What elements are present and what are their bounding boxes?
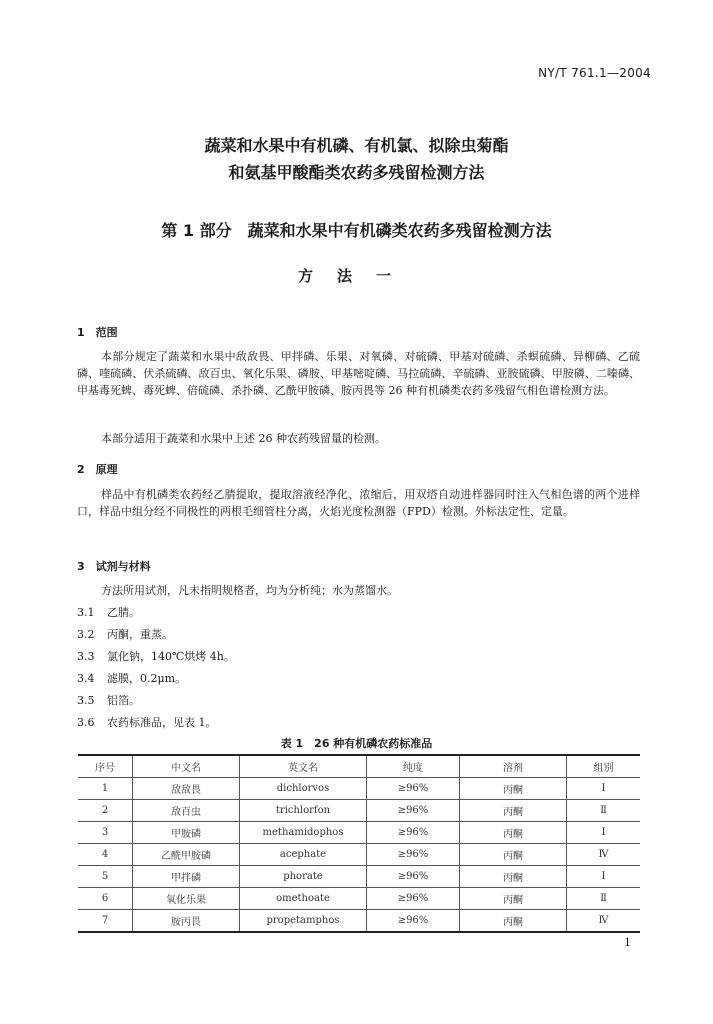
reagent-item-text: 滤膜，0.2μm。 [107,672,187,685]
table-cell: Ⅱ [567,888,641,910]
reagent-item [77,626,173,642]
column-header: 英文名 [240,755,367,778]
table-cell: 7 [78,910,133,933]
table-cell: trichlorfon [240,800,367,822]
table-cell: ≥96% [367,800,460,822]
column-header: 纯度 [367,755,460,778]
table-cell: propetamphos [240,910,367,933]
reagent-item [77,604,140,620]
table-cell: ≥96% [367,778,460,800]
standard-code: NY/T 761.1—2004 [538,66,651,80]
table-header-row [78,755,640,778]
part-title: 第 1 部分 蔬菜和水果中有机磷类农药多残留检测方法 [161,221,552,240]
table-cell: 丙酮 [460,888,567,910]
table-cell: 敌敌畏 [133,778,240,800]
table-cell: Ⅳ [567,844,641,866]
table-cell: 丙酮 [460,866,567,888]
table-cell: ≥96% [367,888,460,910]
reagent-item [77,692,140,708]
reagent-item-text: 乙腈。 [107,606,140,619]
reagent-item [77,670,186,686]
table-cell: 胺丙畏 [133,910,240,933]
table-cell: methamidophos [240,822,367,844]
table-row [78,822,640,844]
table-cell: acephate [240,844,367,866]
reagent-item-text: 铝箔。 [107,694,140,707]
table-cell: Ⅳ [567,910,641,933]
section-heading-scope: 1 范围 [77,326,118,339]
reagent-item-text: 农药标准品，见表 1。 [107,716,217,729]
pesticide-standards-table [78,754,640,933]
reagent-item-number: 3.6 [77,716,95,729]
reagent-item-number: 3.5 [77,694,95,707]
table-cell: ≥96% [367,910,460,933]
table-cell: 乙酰甲胺磷 [133,844,240,866]
reagent-item-number: 3.1 [77,606,95,619]
reagents-intro: 方法所用试剂，凡未指明规格者，均为分析纯；水为蒸馏水。 [101,584,398,597]
table-cell: 甲胺磷 [133,822,240,844]
table-cell: 氧化乐果 [133,888,240,910]
reagent-item [77,648,235,664]
table-cell: 敌百虫 [133,800,240,822]
table-row [78,910,640,933]
section-heading-reagents: 3 试剂与材料 [77,560,151,573]
column-header: 序号 [78,755,133,778]
table-cell: ≥96% [367,822,460,844]
table-cell: 丙酮 [460,800,567,822]
table-cell: phorate [240,866,367,888]
column-header: 中文名 [133,755,240,778]
table-cell: ≥96% [367,866,460,888]
table-caption: 表 1 26 种有机磷农药标准品 [280,737,433,750]
scope-paragraph-2: 本部分适用于蔬菜和水果中上述 26 种农药残留量的检测。 [101,432,386,445]
table-cell: Ⅰ [567,778,641,800]
table-cell: 丙酮 [460,910,567,933]
column-header: 组别 [567,755,641,778]
table-cell: 甲拌磷 [133,866,240,888]
reagent-item-text: 氯化钠，140℃烘烤 4h。 [107,650,235,663]
table-row [78,844,640,866]
page-number: 1 [624,936,631,949]
table-row [78,888,640,910]
table-cell: 1 [78,778,133,800]
document-title-line-2: 和氨基甲酸酯类农药多残留检测方法 [228,163,485,182]
table-cell: 丙酮 [460,822,567,844]
table-cell: 5 [78,866,133,888]
document-title-line-1: 蔬菜和水果中有机磷、有机氯、拟除虫菊酯 [204,136,509,155]
table-cell: 丙酮 [460,844,567,866]
table-cell: dichlorvos [240,778,367,800]
table-cell: ≥96% [367,844,460,866]
table-cell: Ⅰ [567,822,641,844]
section-heading-principle: 2 原理 [77,463,118,476]
table-cell: 4 [78,844,133,866]
method-title: 方法一 [297,267,415,285]
principle-paragraph: 样品中有机磷类农药经乙腈提取，提取溶液经净化、浓缩后，用双塔自动进样器同时注入气相色谱的两个进样口，样品中组分经不同极性的两根毛细管柱分离，火焰光度检测器（FPD）检测。外标法定性、定量。 [77,488,640,518]
table-cell: omethoate [240,888,367,910]
scope-paragraph-1: 本部分规定了蔬菜和水果中敌敌畏、甲拌磷、乐果、对氧磷、对硫磷、甲基对硫磷、杀螟硫磷、异柳磷、乙硫磷、喹硫磷、伏杀硫磷、敌百虫、氧化乐果、磷胺、甲基嘧啶磷、马拉硫磷、辛硫磷、亚胺硫磷、甲胺磷、二嗪磷、甲基毒死蜱、毒死蜱、倍硫磷、杀扑磷、乙酰甲胺磷、胺丙畏等 26 种有机磷类农药多残留气相色谱检测方法。 [77,350,640,397]
table-cell: 6 [78,888,133,910]
table-row [78,778,640,800]
table-cell: 2 [78,800,133,822]
table-row [78,866,640,888]
reagent-item [77,714,217,730]
reagent-item-number: 3.2 [77,628,95,641]
table-cell: Ⅰ [567,866,641,888]
reagent-item-number: 3.4 [77,672,95,685]
reagent-item-number: 3.3 [77,650,95,663]
table-cell: 丙酮 [460,778,567,800]
table-cell: Ⅱ [567,800,641,822]
reagent-item-text: 丙酮，重蒸。 [107,628,173,641]
column-header: 溶剂 [460,755,567,778]
table-row [78,800,640,822]
table-cell: 3 [78,822,133,844]
